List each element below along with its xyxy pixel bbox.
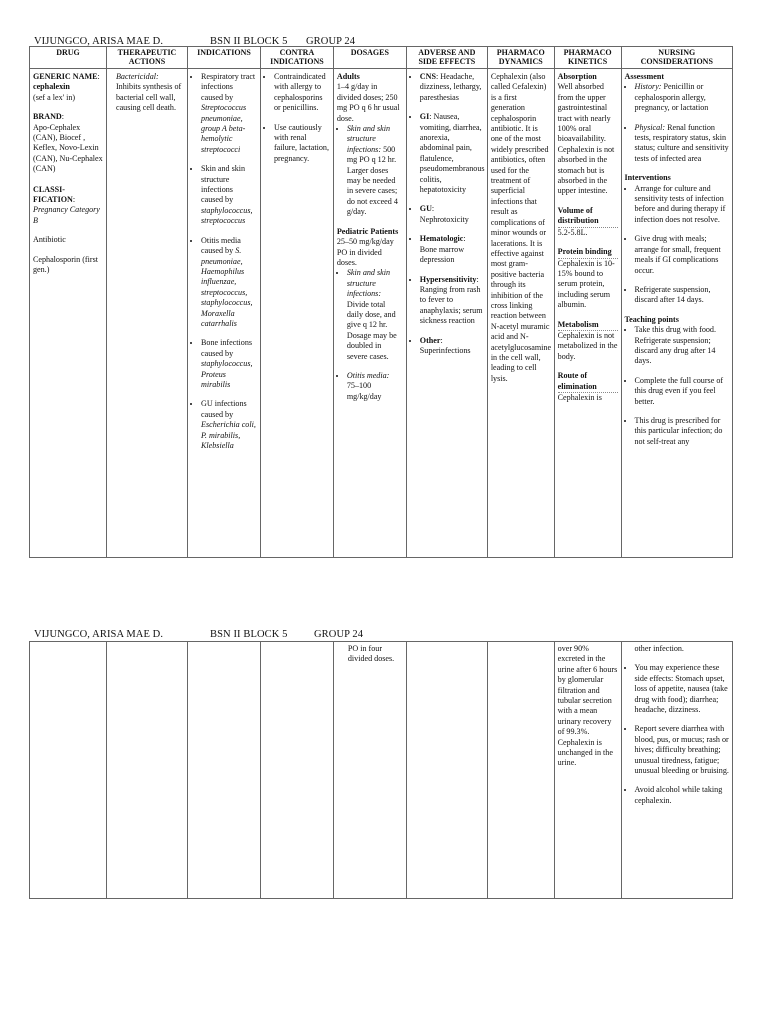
student-name-2: VIJUNGCO, ARISA MAE D. (34, 629, 164, 640)
teaching-item: • Take this drug with food. Refrigerate suspension; discard any drug after 14 days. (635, 325, 730, 367)
adverse-item: • GI: Nausea, vomiting, diarrhea, anorexia, abdominal pain, flatulence, pseudomembranous colitis, hepatotoxicity (420, 112, 484, 195)
class-cephalosporin: Cephalosporin (first gen.) (33, 254, 98, 275)
dynamics-text: Cephalexin (also called Cefalexin) is a first generation cephalosporin antibiotic. It is one of the most widely prescribed antibiotics, often used for the treatment of superficial infections that result as complications of minor wounds or lacerations. It is effective against most gram-positive bacteria through its inhibition of the cross linking reaction between N-acetyl muramic acid and N-acetylglucosamine in the cell wall, leading to cell lysis. (490, 72, 552, 383)
col-drug: DRUG (30, 47, 107, 69)
adverse-text: Nephrotoxicity (419, 214, 469, 224)
teaching-item: • Complete the full course of this drug even if you feel better. (635, 376, 730, 407)
pb-text: Cephalexin is 10-15% bound to serum protein, including serum albumin. (557, 258, 615, 310)
col-contra: CONTRA INDICATIONS (260, 47, 333, 69)
dosage-adult-skin (347, 124, 403, 218)
adverse-text: Headache, dizziness, lethargy, paresthesias (419, 72, 482, 102)
assessment-list (625, 82, 730, 164)
teaching-item: • Avoid alcohol while taking cephalexin. (635, 785, 730, 806)
dosage-adult-skin-label: Skin and skin structure infections: (346, 124, 391, 154)
vd-label: Volume of distribution (558, 206, 618, 228)
adverse-text: Superinfections (419, 345, 471, 355)
dynamics-cell-2 (487, 642, 554, 899)
indications-cell-2 (188, 642, 261, 899)
dosage-ped-skin-text: Divide total daily dose, and give q 12 hr. Dosage may be doubled in severe cases. (346, 299, 397, 361)
pregnancy-category: Pregnancy Category B (33, 205, 100, 225)
assessment-history (635, 82, 730, 113)
indication-item (201, 236, 257, 330)
dosage-otitis (347, 371, 403, 402)
nursing-cell-2 (621, 642, 733, 899)
kinetics-cell-2 (554, 642, 621, 899)
col-kinetics: PHARMACO KINETICS (554, 47, 621, 69)
generic-value: cephalexin (33, 82, 70, 92)
dosage-adult-list (337, 124, 403, 218)
adverse-item: • CNS: Headache, dizziness, lethargy, paresthesias (420, 72, 484, 103)
teaching-list (625, 325, 730, 447)
indication-item (201, 72, 257, 155)
vd-text: 5.2-5.8L. (557, 227, 588, 237)
dosages-cell-2 (333, 642, 406, 899)
group-label: GROUP 24 (306, 36, 356, 47)
col-dynamics: PHARMACO DYNAMICS (487, 47, 554, 69)
contra-item: • Contraindicated with allergy to cephalosporins or penicillins. (274, 72, 330, 114)
col-nursing: NURSING CONSIDERATIONS (621, 47, 733, 69)
intervention-item: • Give drug with meals; arrange for small, frequent meals if GI complications occur. (635, 234, 730, 276)
indication-organism: staphylococcus, streptococcus (201, 205, 253, 226)
col-dosages: DOSAGES (333, 47, 406, 69)
teaching-label: Teaching points (624, 314, 679, 324)
route-continued: over 90% excreted in the urine after 6 hours by glomerular filtration and tubular secretion with a mean urinary recovery of 99.3%. Cephalexin is unchanged in the urine. (557, 644, 618, 768)
dosage-adult-skin-text: 500 mg PO q 12 hr. Larger doses may be needed in severe cases; do not exceed 4 g/day. (346, 144, 398, 217)
teaching-item: • Report severe diarrhea with blood, pus, or mucus; rash or hives; difficulty breathing; unusual tiredness, fatigue; unusual bleeding or bruising. (635, 724, 730, 776)
col-indications: INDICATIONS (188, 47, 261, 69)
intervention-item: • Arrange for culture and sensitivity tests of infection before and during therapy if infection does not resolve. (635, 184, 730, 226)
indications-cell (188, 69, 261, 558)
adverse-label: GI (419, 112, 430, 122)
indication-text: Skin and skin structure infections caused by (201, 164, 246, 205)
nursing-cell (621, 69, 733, 558)
dosage-continued: PO in four divided doses. (347, 644, 395, 664)
drug-study-table-page2 (29, 641, 733, 899)
physical-text: Renal function tests, respiratory status, skin status; culture and sensitivity tests of infected area (634, 122, 729, 163)
teaching-item: • This drug is prescribed for this particular infection; do not self-treat any (635, 416, 730, 447)
indication-organism: Escherichia coli, P. mirabilis, Klebsiella (201, 420, 256, 450)
class-antibiotic: Antibiotic (33, 235, 66, 245)
dosage-adults-label: Adults (336, 72, 360, 81)
absorption-text: Well absorbed from the upper gastrointestinal tract with nearly 100% oral bioavailability. Cephalexin is not absorbed in the stomach but is absorbed in the upper intestine. (557, 82, 615, 196)
adverse-item: • GU: Nephrotoxicity (420, 204, 484, 225)
dosage-adults-text: 1–4 g/day in divided doses; 250 mg PO q 6 hr usual dose. (336, 82, 400, 123)
indication-organism: staphylococcus, Proteus mirabilis (201, 359, 253, 389)
pronunciation: (sef a lex' in) (33, 92, 76, 102)
adverse-cell (406, 69, 487, 558)
contra-item: • Use cautiously with renal failure, lactation, pregnancy. (274, 123, 330, 165)
indication-text: Respiratory tract infections caused by (201, 72, 256, 102)
class-label-1: CLASSI- (33, 184, 65, 194)
dosage-ped-label: Pediatric Patients (336, 226, 399, 236)
continuation-row (30, 642, 733, 899)
interventions-label: Interventions (624, 173, 671, 183)
adverse-label: GU (419, 204, 432, 214)
history-label: History: (634, 82, 662, 92)
teaching-item: • You may experience these side effects: Stomach upset, loss of appetite, nausea (take drug with food); diarrhea; headache, dizziness. (635, 663, 730, 715)
adverse-label: Hematologic (419, 234, 464, 244)
col-therapeutic: THERAPEUTIC ACTIONS (106, 47, 187, 69)
indication-text: GU infections caused by (201, 399, 247, 419)
class-label-2: FICATION (33, 195, 73, 205)
route-label: Route of elimination (558, 371, 618, 393)
adverse-label: Hypersensitivity (419, 274, 477, 284)
therapeutic-cell (106, 69, 187, 558)
drug-cell: GENERIC NAME: cephalexin (sef a lex' in) BRAND: Apo-Cephalex (CAN), Biocef , Keflex, Novo-Lexin (CAN), Nu-Cephalex (CAN) CLASSI- FICATION: Pregnancy Category B Antibiotic Cephalosporin (first gen.) (30, 69, 107, 558)
teaching-continued-list (625, 663, 730, 806)
indication-item (201, 338, 257, 390)
brand-label: BRAND (33, 112, 62, 122)
metab-label: Metabolism (558, 320, 618, 331)
group-label-2: GROUP 24 (314, 629, 364, 640)
contra-list (264, 72, 330, 164)
dosages-cell (333, 69, 406, 558)
intervention-item: • Refrigerate suspension, discard after 14 days. (635, 285, 730, 306)
contra-cell-2 (260, 642, 333, 899)
therapeutic-text: Inhibits synthesis of bacterial cell wall, causing cell death. (115, 82, 182, 113)
dosage-ped-text: 25–50 mg/kg/day PO in divided doses. (336, 237, 394, 267)
dosage-ped-skin-label: Skin and skin structure infections: (346, 268, 391, 299)
adverse-label: CNS (419, 72, 436, 81)
adverse-item: • Other: Superinfections (420, 336, 484, 357)
dosage-ped-list (337, 268, 403, 402)
kinetics-cell (554, 69, 621, 558)
indication-item (201, 399, 257, 451)
route-text: Cephalexin is (557, 392, 602, 402)
adverse-cell-2 (406, 642, 487, 899)
physical-label: Physical: (634, 122, 666, 132)
indication-text: Bone infections caused by (201, 338, 253, 358)
assessment-label: Assessment (624, 72, 665, 81)
brand-value: Apo-Cephalex (CAN), Biocef , Keflex, Novo-Lexin (CAN), Nu-Cephalex (CAN) (33, 122, 103, 174)
indication-text: Otitis media caused by (201, 235, 241, 256)
col-adverse: ADVERSE AND SIDE EFFECTS (406, 47, 487, 69)
drug-cell-2 (30, 642, 107, 899)
teaching-continued: other infection. (634, 644, 684, 653)
adverse-text: Nausea, vomiting, diarrhea, anorexia, abdominal pain, flatulence, pseudomembranous colitis, hepatotoxicity (419, 112, 485, 195)
student-name: VIJUNGCO, ARISA MAE D. (34, 36, 164, 47)
dosage-otitis-label: Otitis media: (346, 370, 390, 380)
adverse-list (410, 72, 484, 356)
dosage-ped-skin (347, 268, 403, 362)
block-label-2: BSN II BLOCK 5 (210, 629, 288, 640)
column-header-row (30, 47, 733, 69)
absorption-label: Absorption (557, 72, 597, 81)
block-label: BSN II BLOCK 5 (210, 36, 288, 47)
generic-label: GENERIC NAME (33, 72, 98, 81)
content-row (30, 69, 733, 558)
adverse-text: Bone marrow depression (419, 244, 465, 265)
history-text: Penicillin or cephalosporin allergy, pregnancy, or lactation (634, 82, 709, 113)
indications-list (191, 72, 257, 451)
dynamics-cell (487, 69, 554, 558)
dosage-otitis-text: 75–100 mg/kg/day (346, 381, 382, 401)
indication-item (201, 164, 257, 226)
adverse-label: Other (419, 335, 441, 345)
contra-cell (260, 69, 333, 558)
therapeutic-cell-2 (106, 642, 187, 899)
adverse-item: • Hypersensitivity: Ranging from rash to fever to anaphylaxis; serum sickness reaction (420, 275, 484, 327)
indication-organism: Streptococcus pneumoniae, group A beta-hemolytic streptococci (201, 103, 247, 154)
adverse-text: Ranging from rash to fever to anaphylaxis; serum sickness reaction (419, 284, 483, 326)
interventions-list (625, 184, 730, 306)
drug-study-table-page1 (29, 46, 733, 558)
therapeutic-lead: Bactericidal: (115, 72, 159, 81)
assessment-physical (635, 123, 730, 165)
indication-organism: S. pneumoniae, Haemophilus influenzae, streptococcus, staphylococcus, Moraxella catarrhalis (201, 246, 253, 328)
metab-text: Cephalexin is not metabolized in the body. (557, 330, 618, 361)
pb-label: Protein binding (558, 247, 618, 258)
adverse-item: • Hematologic: Bone marrow depression (420, 234, 484, 265)
